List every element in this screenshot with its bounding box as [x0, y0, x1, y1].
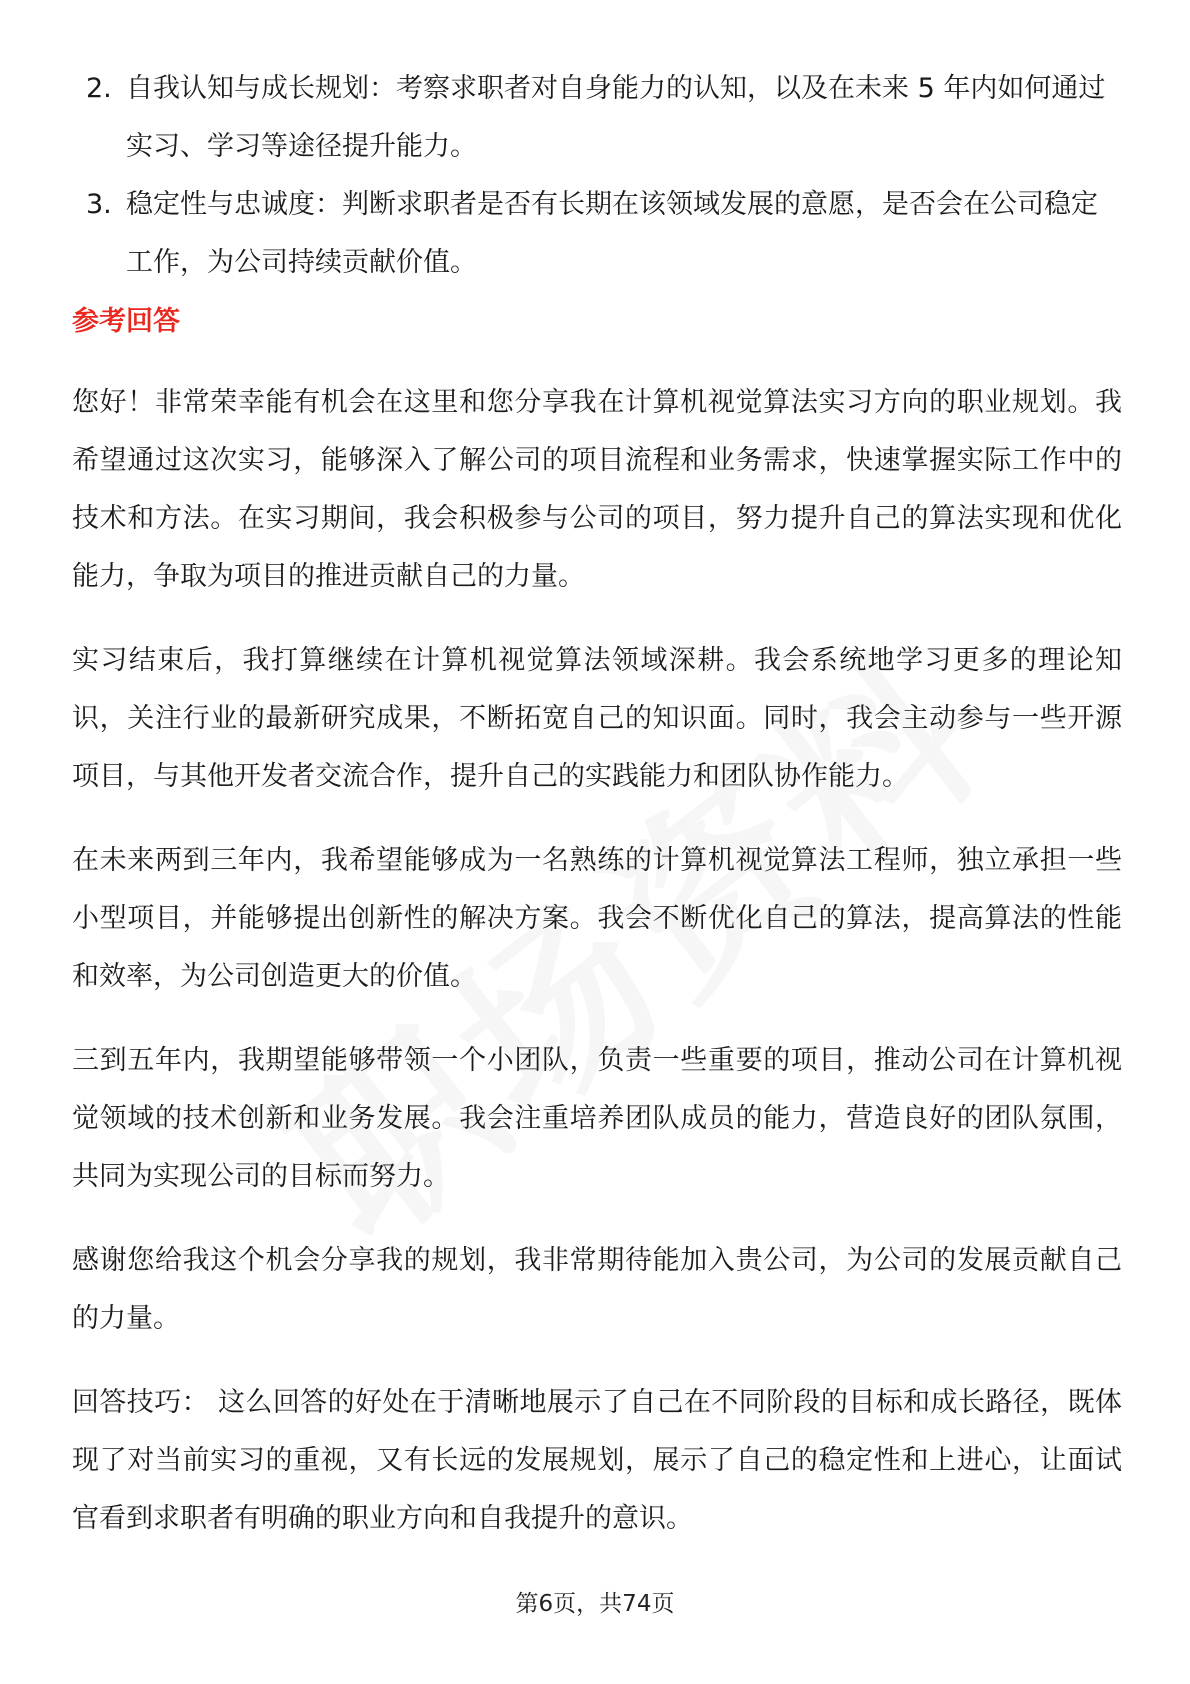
- list-item-text: 自我认知与成长规划：考察求职者对自身能力的认知，以及在未来 5 年内如何通过实习、学习等途径提升能力。: [126, 73, 1106, 162]
- list-item: [72, 176, 1122, 292]
- paragraph: 回答技巧： 这么回答的好处在于清晰地展示了自己在不同阶段的目标和成长路径，既体现了对当前实习的重视，又有长远的发展规划，展示了自己的稳定性和上进心，让面试官看到求职者有明确的职业方向和自我提升的意识。: [72, 1387, 1122, 1534]
- paragraph: 实习结束后，我打算继续在计算机视觉算法领域深耕。我会系统地学习更多的理论知识，关注行业的最新研究成果，不断拓宽自己的知识面。同时，我会主动参与一些开源项目，与其他开发者交流合作，提升自己的实践能力和团队协作能力。: [72, 645, 1122, 792]
- list-item-number: 2.: [86, 73, 112, 104]
- list-item-text: 稳定性与忠诚度：判断求职者是否有长期在该领域发展的意愿，是否会在公司稳定工作，为公司持续贡献价值。: [126, 189, 1098, 278]
- list-item-number: 3.: [86, 189, 112, 220]
- criteria-list: [72, 60, 1122, 292]
- section-title: 参考回答: [72, 306, 180, 337]
- paragraph: 您好！非常荣幸能有机会在这里和您分享我在计算机视觉算法实习方向的职业规划。我希望通过这次实习，能够深入了解公司的项目流程和业务需求，快速掌握实际工作中的技术和方法。在实习期间，我会积极参与公司的项目，努力提升自己的算法实现和优化能力，争取为项目的推进贡献自己的力量。: [72, 387, 1122, 592]
- paragraph: 三到五年内，我期望能够带领一个小团队，负责一些重要的项目，推动公司在计算机视觉领域的技术创新和业务发展。我会注重培养团队成员的能力，营造良好的团队氛围，共同为实现公司的目标而努力。: [72, 1045, 1122, 1192]
- list-item: [72, 60, 1122, 176]
- page-number: 第6页，共74页: [515, 1591, 675, 1617]
- paragraph: 在未来两到三年内，我希望能够成为一名熟练的计算机视觉算法工程师，独立承担一些小型项目，并能够提出创新性的解决方案。我会不断优化自己的算法，提高算法的性能和效率，为公司创造更大的价值。: [72, 845, 1122, 992]
- paragraph: 感谢您给我这个机会分享我的规划，我非常期待能加入贵公司，为公司的发展贡献自己的力量。: [72, 1245, 1122, 1334]
- page-content: [72, 60, 1122, 1574]
